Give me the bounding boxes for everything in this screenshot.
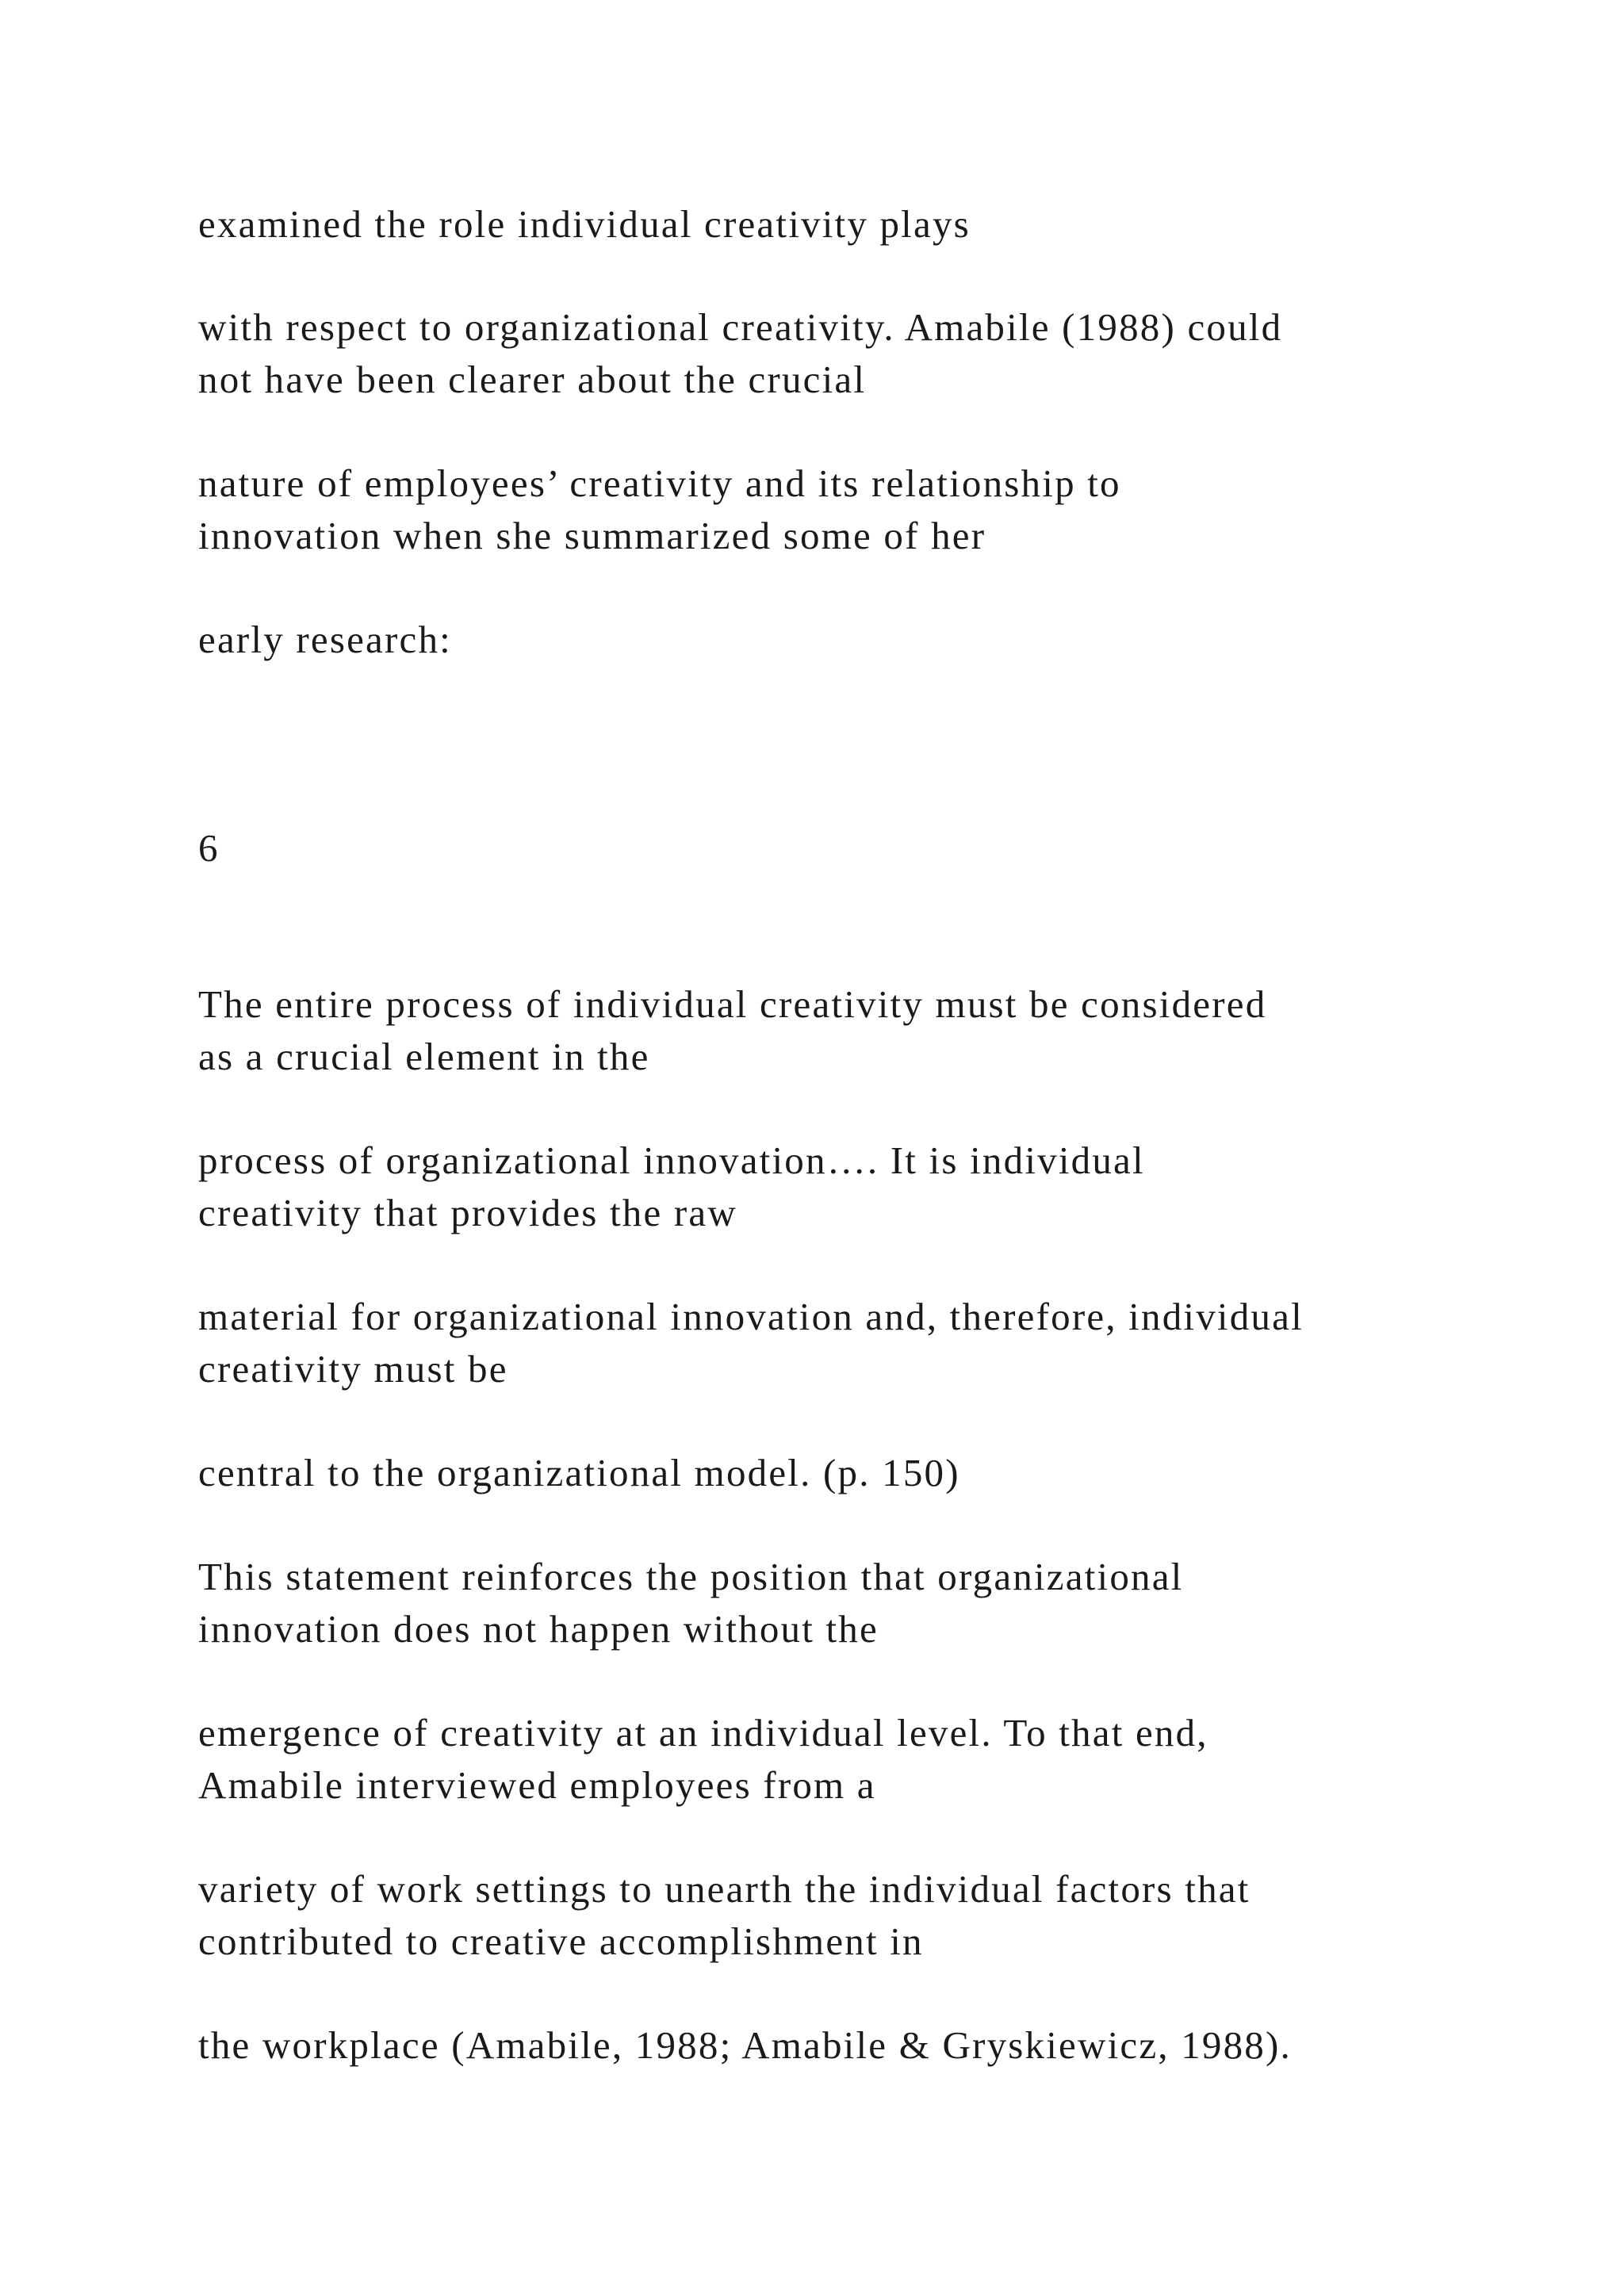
paragraph-3 — [198, 457, 1499, 562]
paragraph-2 — [198, 301, 1499, 406]
text-line: nature of employees’ creativity and its relationship to — [198, 461, 1121, 505]
text-line: the workplace (Amabile, 1988; Amabile & Gryskiewicz, 1988). — [198, 2023, 1292, 2067]
quote-paragraph-4 — [198, 1447, 1499, 1499]
page-number-text: 6 — [198, 826, 220, 870]
text-line: central to the organizational model. (p. 150) — [198, 1451, 960, 1494]
paragraph-4 — [198, 614, 1499, 666]
text-line: innovation when she summarized some of her — [198, 514, 986, 557]
text-line: process of organizational innovation…. It is individual — [198, 1138, 1145, 1182]
text-line: early research: — [198, 618, 452, 661]
text-line: examined the role individual creativity plays — [198, 202, 971, 246]
paragraph-7 — [198, 1863, 1499, 1968]
text-line: as a crucial element in the — [198, 1035, 650, 1078]
quote-paragraph-2 — [198, 1135, 1499, 1239]
text-line: innovation does not happen without the — [198, 1607, 879, 1651]
text-line: not have been clearer about the crucial — [198, 358, 867, 401]
text-line: Amabile interviewed employees from a — [198, 1763, 876, 1807]
text-line: The entire process of individual creativity must be considered — [198, 982, 1267, 1026]
page-number — [198, 822, 1499, 874]
quote-paragraph-3 — [198, 1291, 1499, 1395]
text-line: creativity that provides the raw — [198, 1191, 737, 1234]
paragraph-1 — [198, 198, 1499, 251]
text-line: material for organizational innovation and, therefore, individual — [198, 1295, 1304, 1338]
text-line: with respect to organizational creativity. Amabile (1988) could — [198, 305, 1283, 349]
quote-paragraph-1 — [198, 978, 1499, 1083]
text-line: creativity must be — [198, 1347, 508, 1391]
text-line: This statement reinforces the position that organizational — [198, 1555, 1184, 1598]
paragraph-6 — [198, 1707, 1499, 1812]
text-line: contributed to creative accomplishment in — [198, 1919, 924, 1963]
text-line: emergence of creativity at an individual level. To that end, — [198, 1711, 1208, 1755]
paragraph-5 — [198, 1551, 1499, 1655]
paragraph-8 — [198, 2019, 1499, 2072]
text-line: variety of work settings to unearth the individual factors that — [198, 1867, 1251, 1911]
